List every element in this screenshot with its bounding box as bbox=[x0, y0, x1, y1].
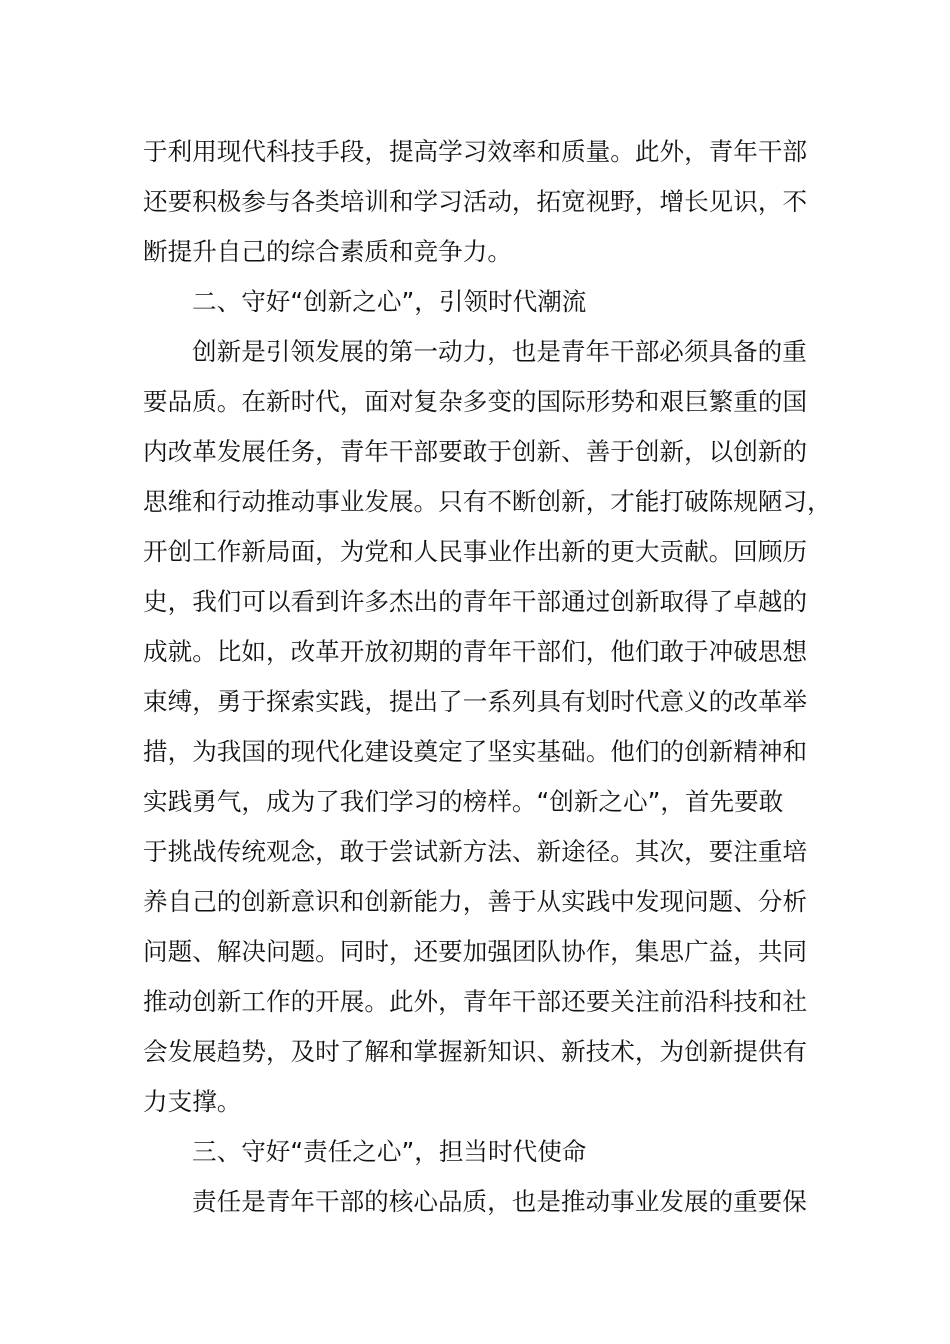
section-heading: 三、守好“责任之心”，担当时代使命 bbox=[192, 1137, 587, 1166]
paragraph-line: 会发展趋势，及时了解和掌握新知识、新技术，为创新提供有 bbox=[143, 1037, 808, 1066]
paragraph-line: 史，我们可以看到许多杰出的青年干部通过创新取得了卓越的 bbox=[143, 587, 808, 616]
paragraph-line: 措，为我国的现代化建设奠定了坚实基础。他们的创新精神和 bbox=[143, 737, 808, 766]
paragraph-line: 开创工作新局面，为党和人民事业作出新的更大贡献。回顾历 bbox=[143, 537, 808, 566]
paragraph-line: 束缚，勇于探索实践，提出了一系列具有划时代意义的改革举 bbox=[143, 687, 808, 716]
paragraph-line: 力支撑。 bbox=[143, 1087, 242, 1116]
paragraph-line: 养自己的创新意识和创新能力，善于从实践中发现问题、分析 bbox=[143, 887, 808, 916]
paragraph-line: 内改革发展任务，青年干部要敢于创新、善于创新，以创新的 bbox=[143, 437, 808, 466]
paragraph-line: 成就。比如，改革开放初期的青年干部们，他们敢于冲破思想 bbox=[143, 637, 808, 666]
paragraph-line: 要品质。在新时代，面对复杂多变的国际形势和艰巨繁重的国 bbox=[143, 387, 808, 416]
paragraph-line: 于挑战传统观念，敢于尝试新方法、新途径。其次，要注重培 bbox=[143, 837, 808, 866]
paragraph-line: 于利用现代科技手段，提高学习效率和质量。此外，青年干部 bbox=[143, 137, 808, 166]
paragraph-line: 还要积极参与各类培训和学习活动，拓宽视野，增长见识，不 bbox=[143, 187, 808, 216]
paragraph-line: 断提升自己的综合素质和竞争力。 bbox=[143, 237, 512, 266]
paragraph-line: 思维和行动推动事业发展。只有不断创新，才能打破陈规陋习， bbox=[143, 487, 832, 516]
paragraph-line: 责任是青年干部的核心品质，也是推动事业发展的重要保 bbox=[192, 1187, 807, 1216]
paragraph-line: 实践勇气，成为了我们学习的榜样。“创新之心”，首先要敢 bbox=[143, 787, 784, 816]
paragraph-line: 问题、解决问题。同时，还要加强团队协作，集思广益，共同 bbox=[143, 937, 808, 966]
paragraph-line: 推动创新工作的开展。此外，青年干部还要关注前沿科技和社 bbox=[143, 987, 808, 1016]
paragraph-line: 创新是引领发展的第一动力，也是青年干部必须具备的重 bbox=[192, 337, 807, 366]
section-heading: 二、守好“创新之心”，引领时代潮流 bbox=[192, 287, 587, 316]
